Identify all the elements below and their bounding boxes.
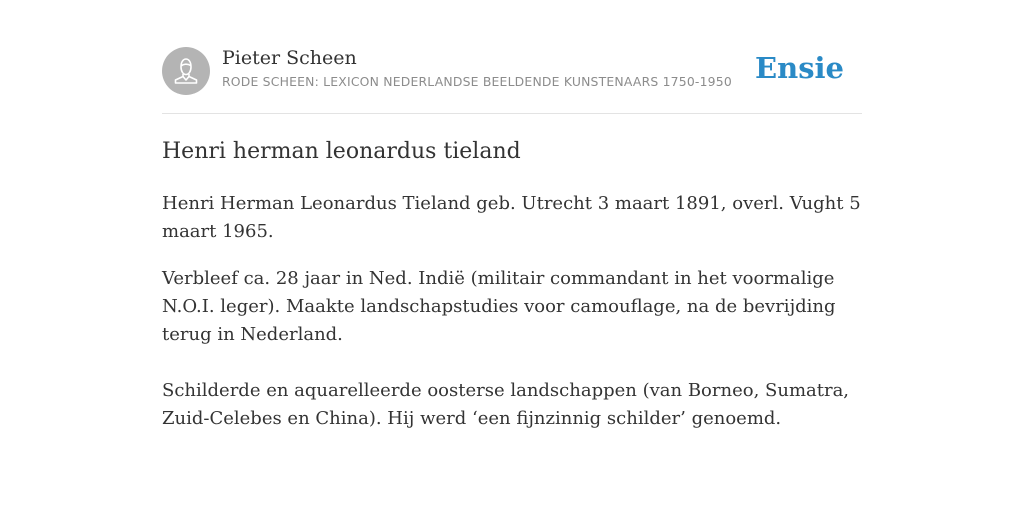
author-name[interactable]: Pieter Scheen (222, 47, 357, 69)
avatar[interactable] (162, 47, 210, 95)
paragraph-biography: Verbleef ca. 28 jaar in Ned. Indië (militair commandant in het voormalige N.O.I. leger). Maakte landschapstudies voor camouflage, na de bevrijding terug in Nederland. (162, 268, 836, 345)
header-divider (162, 113, 862, 114)
article-header (162, 46, 862, 96)
paragraph-work: Schilderde en aquarelleerde oosterse landschappen (van Borneo, Sumatra, Zuid-Celebes en China). Hij werd ‘een fijnzinnig schilder’ genoemd. (162, 380, 850, 429)
user-silhouette-icon (162, 47, 210, 95)
paragraph-birth-death: Henri Herman Leonardus Tieland geb. Utrecht 3 maart 1891, overl. Vught 5 maart 1965. (162, 193, 861, 242)
article-title: Henri herman leonardus tieland (162, 139, 521, 164)
source-title[interactable]: RODE SCHEEN: LEXICON NEDERLANDSE BEELDENDE KUNSTENAARS 1750-1950 (222, 74, 732, 89)
brand-logo[interactable]: Ensie (755, 51, 844, 85)
article-body (162, 190, 862, 433)
